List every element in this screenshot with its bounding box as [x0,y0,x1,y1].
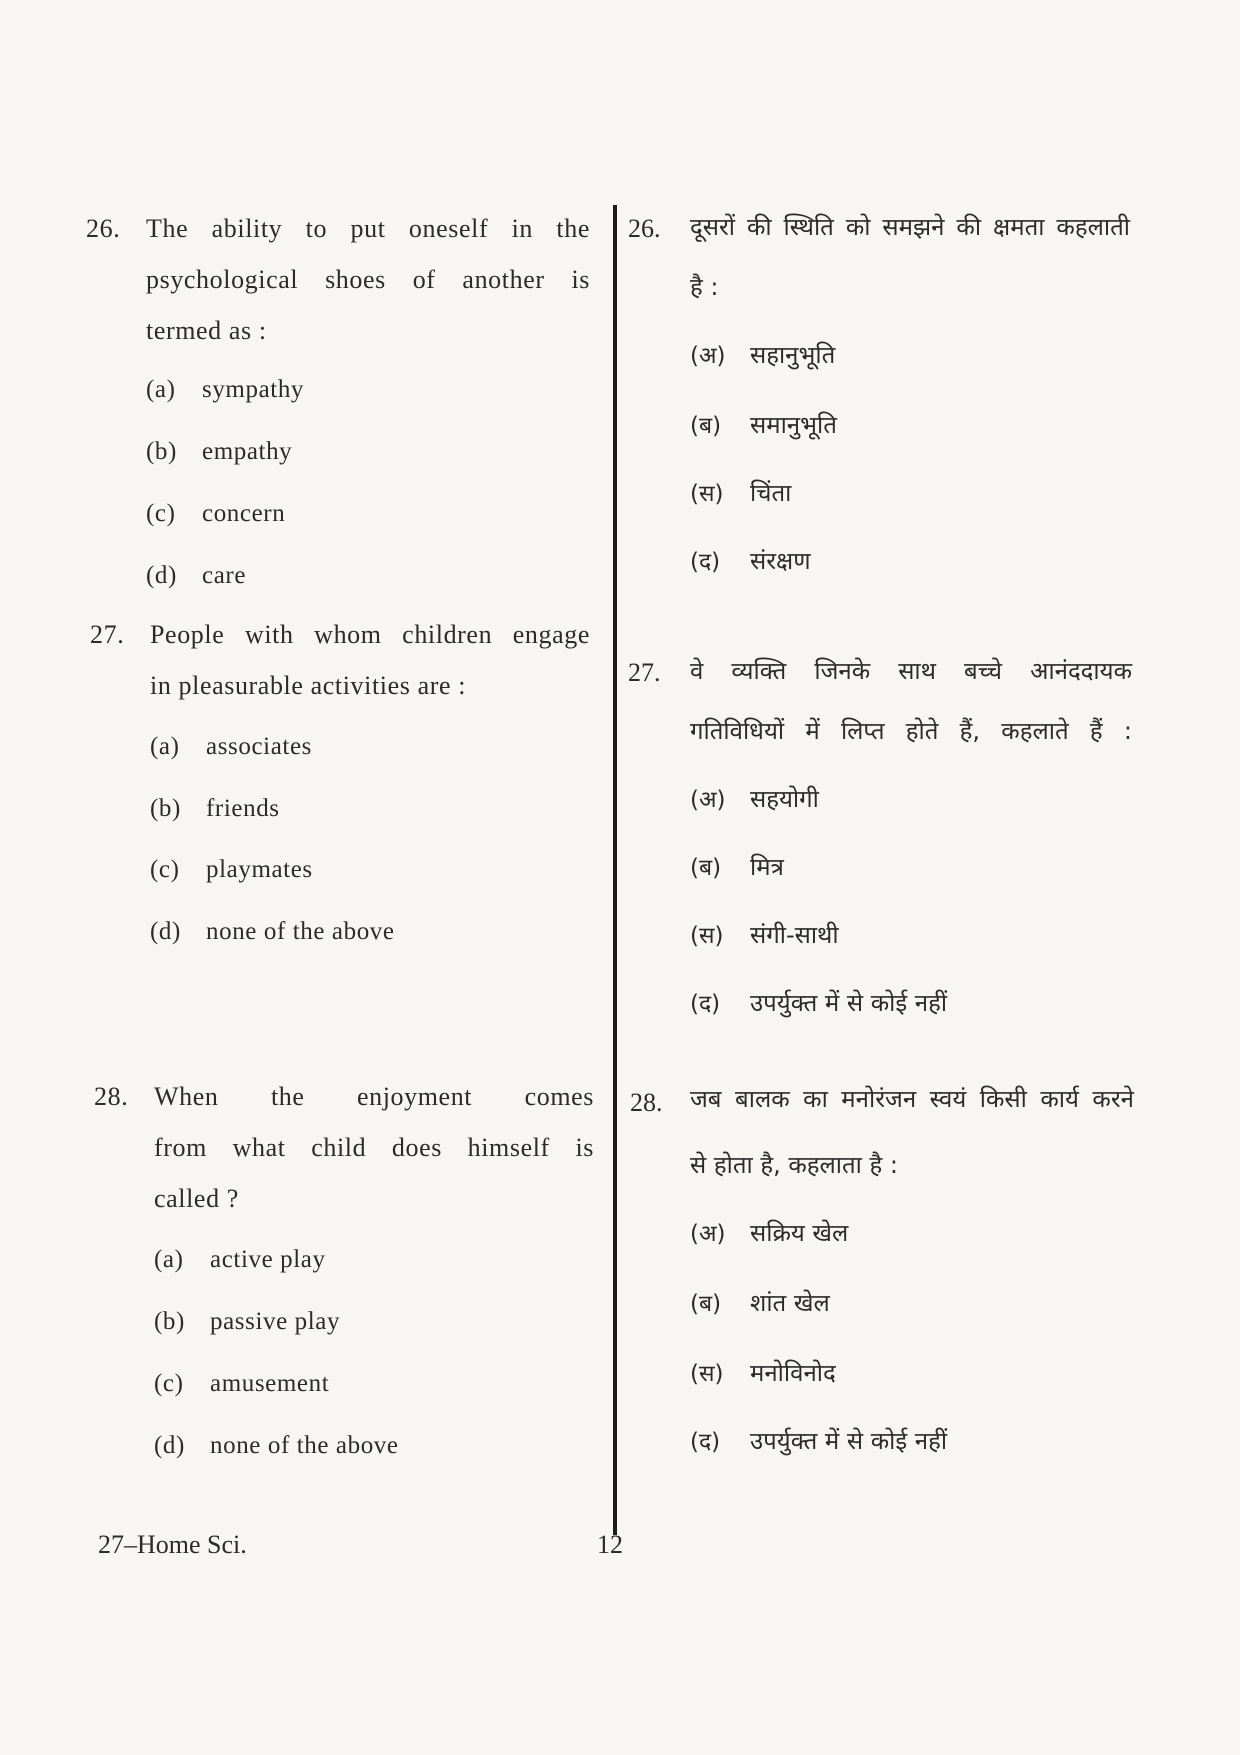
option-a [690,338,835,371]
option-text: मनोविनोद [750,1359,836,1387]
option-d [690,986,947,1019]
option-text: none of the above [206,918,395,945]
question-number: 27. [90,620,125,649]
question-text-line: दूसरों की स्थिति को समझने की क्षमता कहलाती [690,213,1130,241]
question-text-line: in pleasurable activities are : [150,671,467,700]
option-label: (द) [690,1429,721,1455]
option-d [690,1424,947,1457]
option-text: संरक्षण [750,547,811,575]
option-text: उपर्युक्त में से कोई नहीं [750,989,948,1017]
option-label: (द) [690,549,721,575]
option-label: (अ) [690,343,726,369]
question-number: 28. [94,1082,129,1111]
option-label: (स) [690,481,724,507]
option-text: active play [210,1246,326,1273]
option-text: शांत खेल [750,1289,830,1317]
option-text: सक्रिय खेल [750,1219,849,1247]
option-c [146,500,285,528]
option-label: (b) [154,1308,185,1335]
question-text-line: The ability to put oneself in the [146,214,590,243]
question-text-line: from what child does himself is [154,1133,594,1162]
question-text-line: termed as : [146,316,267,345]
option-label: (d) [154,1432,185,1459]
question-number: 27. [628,658,661,687]
option-b [690,408,837,441]
option-c [154,1370,329,1398]
option-d [154,1432,399,1460]
option-a [690,782,819,815]
question-text-line: called ? [154,1184,239,1213]
option-label: (c) [146,500,176,527]
option-label: (ब) [690,413,722,439]
option-label: (a) [150,733,180,760]
option-text: सहानुभूति [750,341,836,369]
option-text: संगी-साथी [750,921,839,949]
option-c [690,1356,836,1389]
option-label: (c) [154,1370,184,1397]
option-a [146,376,304,404]
option-label: (d) [146,562,177,589]
option-label: (स) [690,1361,724,1387]
question-text-line: psychological shoes of another is [146,265,590,294]
option-label: (स) [690,923,724,949]
option-label: (ब) [690,1291,722,1317]
question-text-line: People with whom children engage [150,620,590,649]
option-text: empathy [202,438,293,465]
page-number: 12 [597,1530,623,1559]
option-text: समानुभूति [750,411,837,439]
option-label: (अ) [690,787,726,813]
option-text: चिंता [750,479,792,507]
option-label: (d) [150,918,181,945]
question-text-line: वे व्यक्ति जिनके साथ बच्चे आनंददायक [690,657,1132,685]
option-c [150,856,313,884]
option-label: (c) [150,856,180,883]
option-label: (द) [690,991,721,1017]
option-a [154,1246,326,1274]
question-number: 28. [630,1088,663,1117]
option-text: मित्र [750,853,784,881]
option-d [146,562,246,590]
option-text: उपर्युक्त में से कोई नहीं [750,1427,948,1455]
question-text-line: से होता है, कहलाता है : [690,1151,898,1179]
option-b [690,850,784,883]
option-text: passive play [210,1308,341,1335]
option-c [690,918,839,951]
option-text: associates [206,733,312,760]
option-label: (अ) [690,1221,726,1247]
option-text: none of the above [210,1432,399,1459]
question-number: 26. [86,214,121,243]
option-a [690,1216,848,1249]
option-b [154,1308,340,1336]
option-b [146,438,292,466]
option-text: care [202,562,247,589]
option-label: (a) [146,376,176,403]
option-d [690,544,811,577]
option-a [150,733,312,761]
option-d [150,918,395,946]
option-text: amusement [210,1370,330,1397]
option-label: (b) [150,795,181,822]
option-label: (ब) [690,855,722,881]
question-text-line: जब बालक का मनोरंजन स्वयं किसी कार्य करने [690,1085,1134,1113]
option-text: सहयोगी [750,785,819,813]
question-number: 26. [628,214,661,243]
question-text-line: गतिविधियों में लिप्त होते हैं, कहलाते हैं : [690,717,1132,745]
option-text: playmates [206,856,313,883]
option-label: (b) [146,438,177,465]
column-divider [613,205,617,1535]
option-c [690,476,791,509]
option-b [150,795,280,823]
option-b [690,1286,830,1319]
paper-code: 27–Home Sci. [98,1530,247,1559]
option-text: concern [202,500,286,527]
question-text-line: When the enjoyment comes [154,1082,594,1111]
option-text: friends [206,795,280,822]
question-text-line: है : [690,273,719,301]
option-label: (a) [154,1246,184,1273]
option-text: sympathy [202,376,305,403]
